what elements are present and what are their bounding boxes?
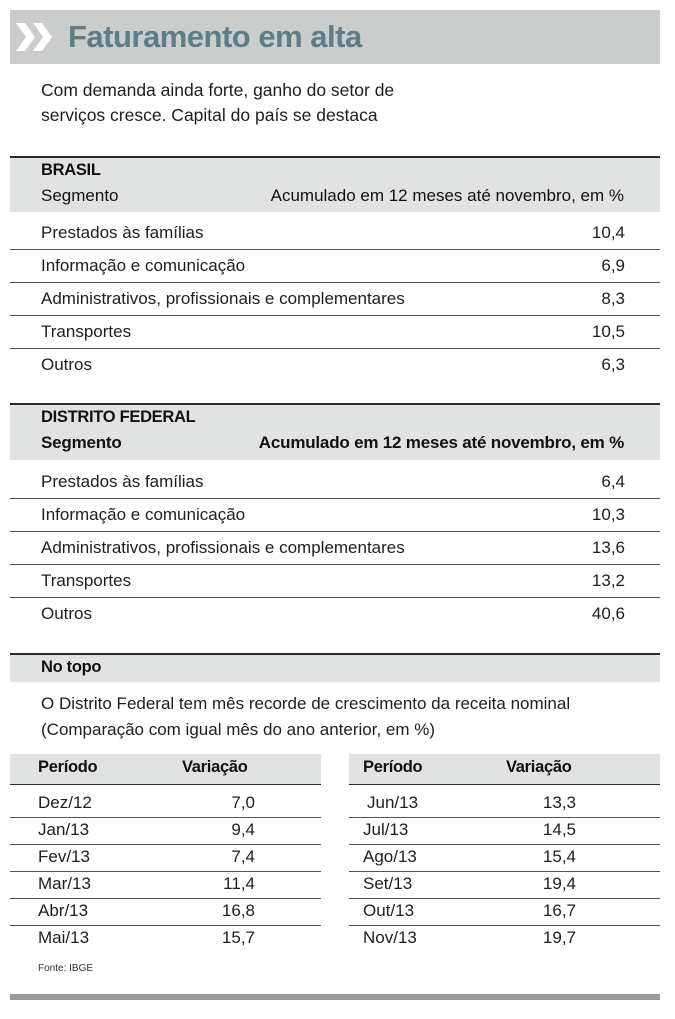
table-row xyxy=(10,845,321,872)
brasil-col-value: Acumulado em 12 meses até novembro, em % xyxy=(270,186,624,205)
no-topo-note xyxy=(41,691,641,743)
table-row xyxy=(10,532,660,565)
table-row xyxy=(10,818,321,845)
table-row xyxy=(10,598,660,631)
table-row xyxy=(10,872,321,899)
table-header xyxy=(10,754,321,784)
subtitle-line-1: Com demanda ainda forte, ganho do setor de xyxy=(41,80,395,100)
segment-value: 6,4 xyxy=(601,472,625,491)
table-row xyxy=(10,791,321,818)
segment-value: 6,3 xyxy=(601,355,625,374)
brasil-section-label: BRASIL xyxy=(41,161,101,179)
table-header xyxy=(349,754,660,784)
period-label: Out/13 xyxy=(363,901,415,920)
col-variation: Variação xyxy=(182,758,248,776)
segment-value: 10,3 xyxy=(591,505,625,524)
period-label: Jun/13 xyxy=(367,793,419,812)
brasil-header xyxy=(10,158,660,212)
segment-label: Transportes xyxy=(41,571,132,590)
period-label: Jul/13 xyxy=(363,820,409,839)
subtitle-line-2: serviços cresce. Capital do país se destaca xyxy=(41,105,378,125)
variation-value: 15,7 xyxy=(221,928,255,947)
table-row xyxy=(349,926,660,953)
table-rule xyxy=(10,784,321,785)
period-label: Nov/13 xyxy=(363,928,417,947)
variation-value: 7,0 xyxy=(231,793,255,812)
table-row xyxy=(349,845,660,872)
table-row xyxy=(349,899,660,926)
segment-label: Administrativos, profissionais e complementares xyxy=(41,289,405,308)
double-chevron-icon xyxy=(16,23,56,51)
segment-label: Prestados às famílias xyxy=(41,223,204,242)
variation-value: 7,4 xyxy=(231,847,255,866)
segment-label: Informação e comunicação xyxy=(41,256,246,275)
table-row xyxy=(349,872,660,899)
table-row xyxy=(10,349,660,382)
brasil-col-segment: Segmento xyxy=(41,186,119,205)
variation-value: 16,8 xyxy=(221,901,255,920)
variation-value: 19,4 xyxy=(542,874,576,893)
variation-value: 14,5 xyxy=(542,820,576,839)
segment-value: 8,3 xyxy=(601,289,625,308)
page-title: Faturamento em alta xyxy=(68,19,362,54)
df-header xyxy=(10,405,660,460)
df-col-value: Acumulado em 12 meses até novembro, em % xyxy=(258,433,624,452)
segment-label: Prestados às famílias xyxy=(41,472,204,491)
note-line-1: O Distrito Federal tem mês recorde de crescimento da receita nominal xyxy=(41,694,571,713)
table-row xyxy=(10,316,660,349)
variation-value: 11,4 xyxy=(223,874,255,893)
table-row xyxy=(10,283,660,316)
col-variation: Variação xyxy=(506,758,572,776)
segment-label: Transportes xyxy=(41,322,132,341)
source-note: Fonte: IBGE xyxy=(38,963,94,974)
table-row xyxy=(10,899,321,926)
table-row xyxy=(10,250,660,283)
variation-value: 19,7 xyxy=(542,928,576,947)
subtitle xyxy=(41,78,441,128)
variation-value: 13,3 xyxy=(542,793,576,812)
period-label: Mai/13 xyxy=(38,928,90,947)
table-row xyxy=(10,217,660,250)
period-label: Fev/13 xyxy=(38,847,90,866)
table-row xyxy=(349,791,660,818)
variation-value: 16,7 xyxy=(542,901,576,920)
period-label: Mar/13 xyxy=(38,874,91,893)
period-label: Set/13 xyxy=(363,874,413,893)
period-label: Dez/12 xyxy=(38,793,92,812)
df-col-segment: Segmento xyxy=(41,433,122,452)
period-label: Jan/13 xyxy=(38,820,90,839)
segment-value: 40,6 xyxy=(591,604,625,623)
header-bar xyxy=(10,10,660,64)
table-row xyxy=(349,818,660,845)
segment-value: 10,4 xyxy=(591,223,625,242)
segment-label: Outros xyxy=(41,355,93,374)
table-row xyxy=(10,926,321,953)
table-row xyxy=(10,466,660,499)
df-section-label: DISTRITO FEDERAL xyxy=(41,408,196,426)
footer-rule xyxy=(10,994,660,1000)
no-topo-header xyxy=(10,655,660,682)
segment-value: 6,9 xyxy=(601,256,625,275)
segment-value: 13,6 xyxy=(591,538,625,557)
col-period: Período xyxy=(363,758,423,776)
segment-value: 10,5 xyxy=(591,322,625,341)
note-line-2: (Comparação com igual mês do ano anterior, em %) xyxy=(41,720,436,739)
no-topo-section-label: No topo xyxy=(41,658,102,676)
table-rule xyxy=(349,784,660,785)
segment-label: Informação e comunicação xyxy=(41,505,246,524)
variation-value: 15,4 xyxy=(542,847,576,866)
period-label: Abr/13 xyxy=(38,901,89,920)
table-row xyxy=(10,499,660,532)
segment-label: Administrativos, profissionais e complementares xyxy=(41,538,405,557)
table-row xyxy=(10,565,660,598)
variation-value: 9,4 xyxy=(231,820,255,839)
segment-label: Outros xyxy=(41,604,93,623)
period-label: Ago/13 xyxy=(363,847,417,866)
segment-value: 13,2 xyxy=(591,571,625,590)
col-period: Período xyxy=(38,758,98,776)
